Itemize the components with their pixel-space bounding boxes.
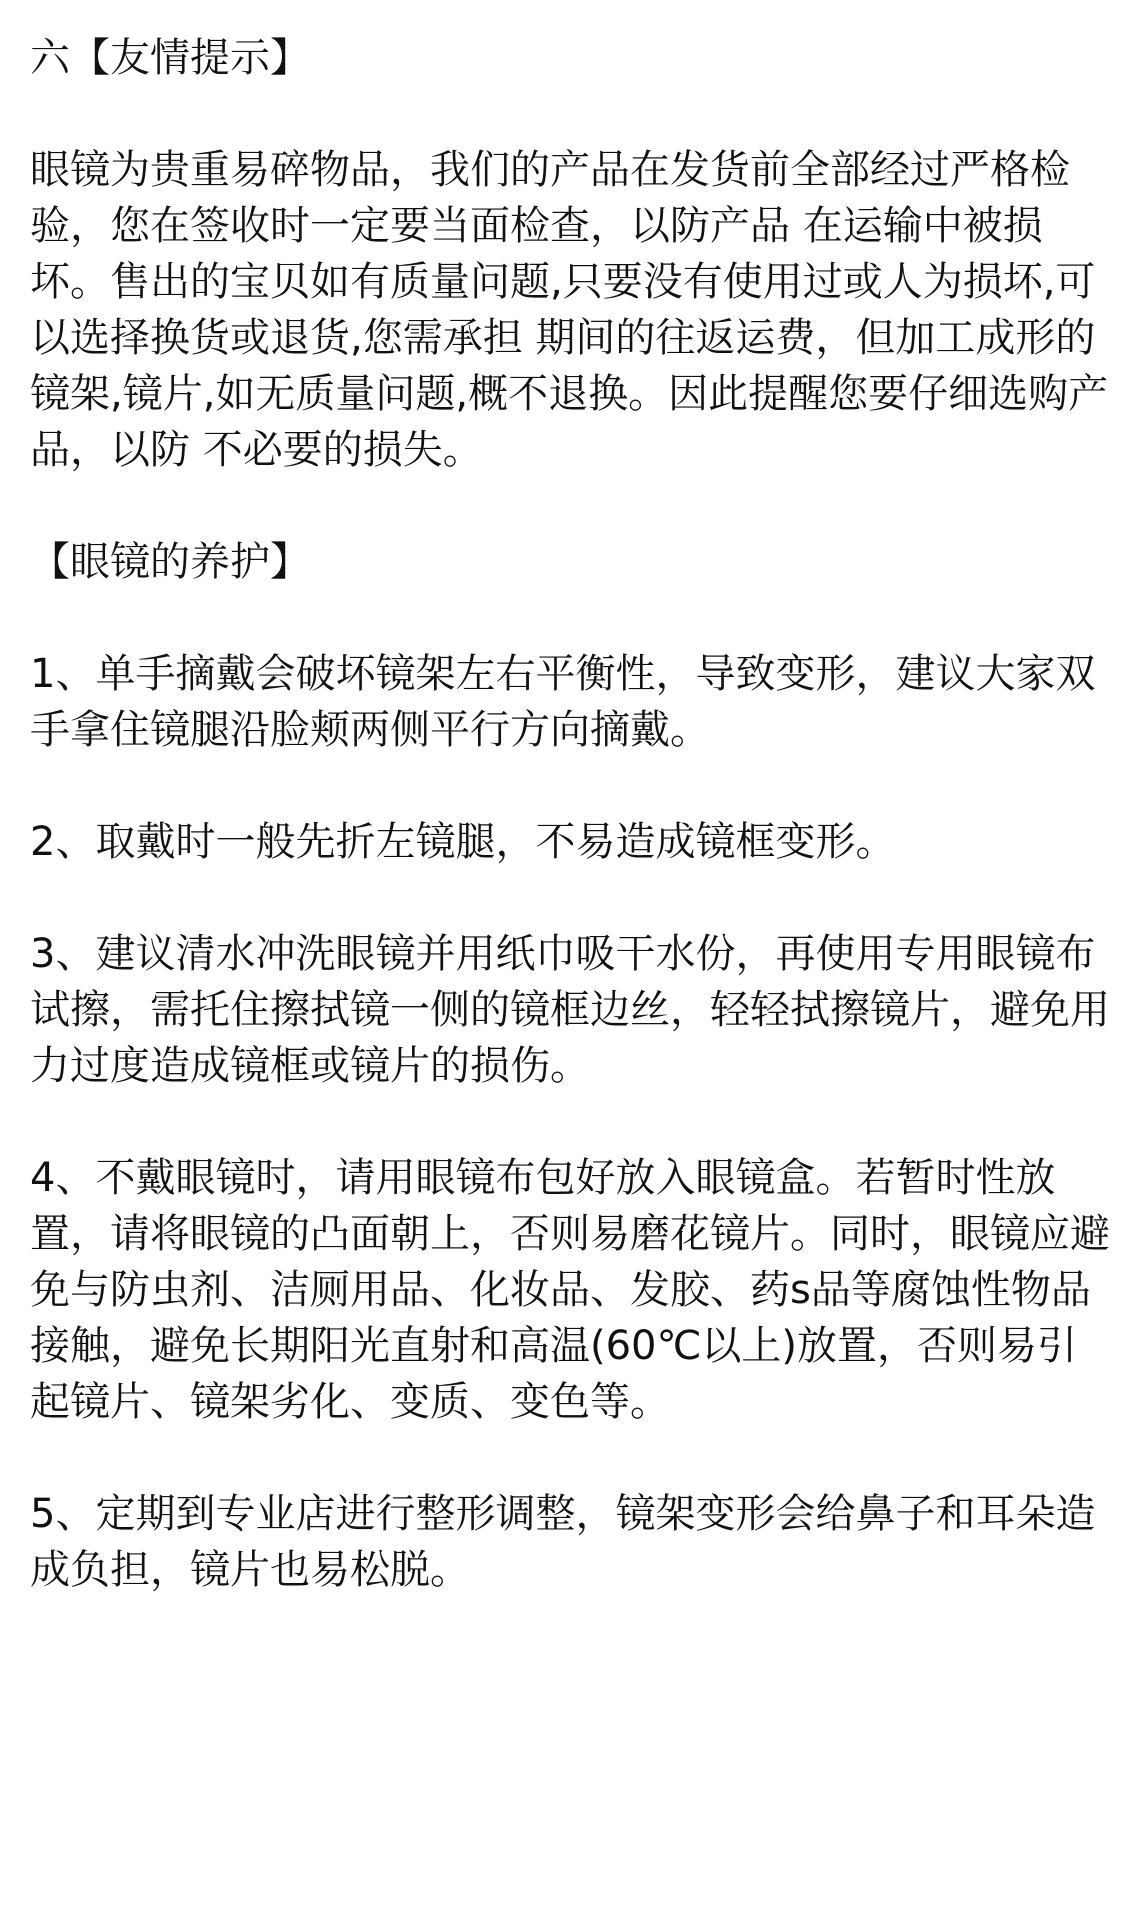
- care-item-3: 3、建议清水冲洗眼镜并用纸巾吸干水份，再使用专用眼镜布试擦，需托住擦拭镜一侧的镜框边丝，轻轻拭擦镜片，避免用力过度造成镜框或镜片的损伤。: [30, 931, 1110, 1089]
- care-item-4: 4、不戴眼镜时，请用眼镜布包好放入眼镜盒。若暂时性放置，请将眼镜的凸面朝上，否则易磨花镜片。同时，眼镜应避免与防虫剂、洁厕用品、化妆品、发胶、药s品等腐蚀性物品接触，避免长期阳光直射和高温(60℃以上)放置，否则易引起镜片、镜架劣化、变质、变色等。: [30, 1155, 1110, 1425]
- care-item-5: 5、定期到专业店进行整形调整，镜架变形会给鼻子和耳朵造成负担，镜片也易松脱。: [30, 1491, 1096, 1593]
- care-item-2: 2、取戴时一般先折左镜腿，不易造成镜框变形。: [30, 819, 896, 865]
- document-page: [30, 30, 1110, 1598]
- care-item-1: 1、单手摘戴会破坏镜架左右平衡性，导致变形，建议大家双手拿住镜腿沿脸颊两侧平行方向摘戴。: [30, 651, 1096, 753]
- notice-title: 六【友情提示】: [30, 35, 310, 81]
- care-title: 【眼镜的养护】: [30, 539, 310, 585]
- notice-body: 眼镜为贵重易碎物品，我们的产品在发货前全部经过严格检验，您在签收时一定要当面检查，以防产品 在运输中被损坏。售出的宝贝如有质量问题,只要没有使用过或人为损坏,可以选择换货或退货,您需承担 期间的往返运费，但加工成形的镜架,镜片,如无质量问题,概不退换。因此提醒您要仔细选购产品，以防 不必要的损失。: [30, 147, 1109, 473]
